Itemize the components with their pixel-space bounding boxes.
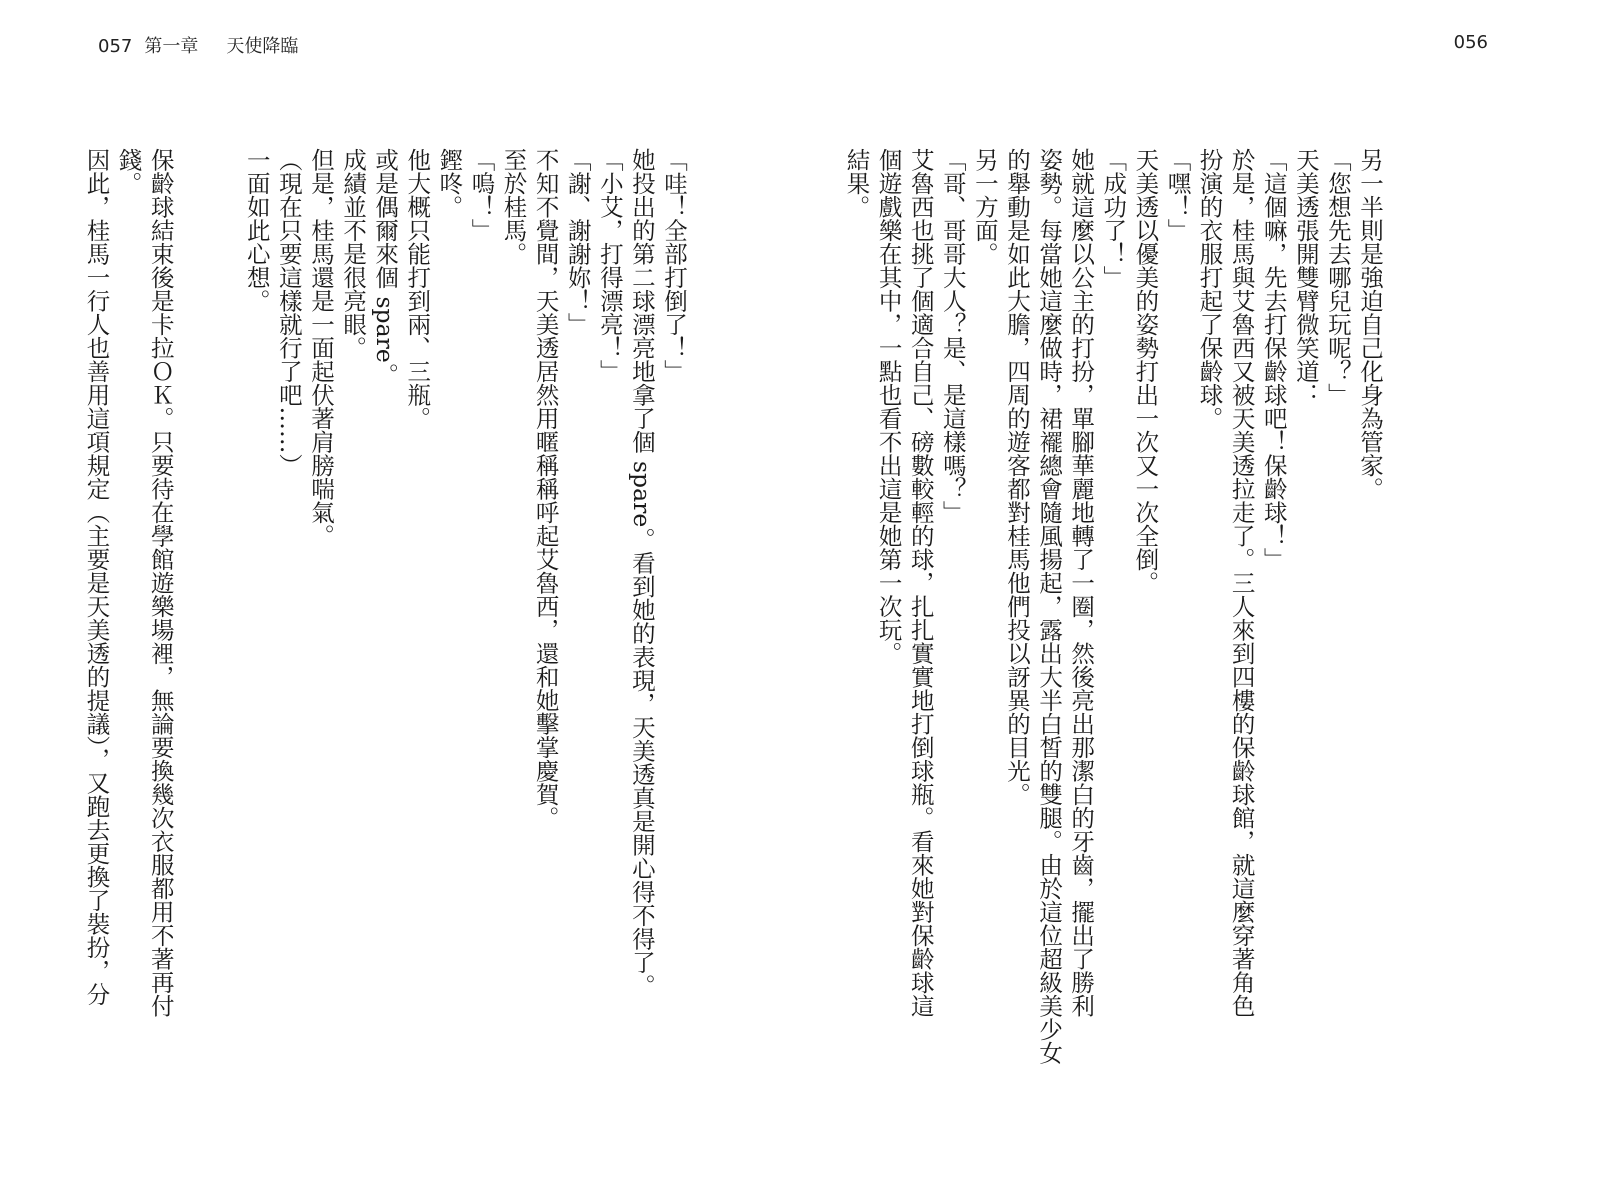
text-line: 的舉動是如此大膽，四周的遊客都對桂馬他們投以訝異的目光。 xyxy=(1002,148,1031,806)
right-page-number: 056 xyxy=(1453,32,1488,53)
text-line: 錢。 xyxy=(114,148,143,195)
left-page-number: 057 xyxy=(98,36,133,57)
text-line: （現在只要這樣就行了吧……） xyxy=(274,148,303,477)
text-line: 個遊戲樂在其中，一點也看不出這是她第一次玩。 xyxy=(874,148,903,665)
text-line: 但是，桂馬還是一面起伏著肩膀喘氣。 xyxy=(306,148,335,548)
text-line: 「哇！全部打倒了！」 xyxy=(660,148,688,383)
text-line: 她投出的第二球漂亮地拿了個 spare。看到她的表現，天美透真是開心得不得了。 xyxy=(627,148,656,998)
right-page-text xyxy=(842,148,1386,1108)
text-line: 艾魯西也挑了個適合自己、磅數較輕的球，扎扎實實地打倒球瓶。看來她對保齡球這 xyxy=(906,148,935,1018)
text-line: 結果。 xyxy=(842,148,871,219)
right-page-header xyxy=(1454,32,1488,53)
text-line: 至於桂馬。 xyxy=(499,148,528,266)
text-line: 「這個嘛，先去打保齡球吧！保齡球！」 xyxy=(1259,148,1288,571)
text-line: 「嘿！」 xyxy=(1163,148,1192,242)
chapter-title: 天使降臨 xyxy=(226,36,299,57)
left-page-text xyxy=(82,148,690,1108)
text-line: 另一方面。 xyxy=(970,148,999,266)
text-line: 「嗚！」 xyxy=(467,148,496,242)
text-line: 「謝、謝謝妳！」 xyxy=(563,148,592,336)
text-line: 因此，桂馬一行人也善用這項規定（主要是天美透的提議），又跑去更換了裝扮，分 xyxy=(82,148,111,1006)
text-line: 扮演的衣服打起了保齡球。 xyxy=(1195,148,1224,430)
text-line: 他大概只能打到兩、三瓶。 xyxy=(403,148,432,430)
text-line: 天美透張開雙臂微笑道： xyxy=(1291,148,1320,407)
text-line: 姿勢。每當她這麼做時，裙襬總會隨風揚起，露出大半白皙的雙腿。由於這位超級美少女 xyxy=(1035,148,1064,1065)
text-line: 另一半則是強迫自己化身為管家。 xyxy=(1356,148,1384,501)
text-line: 成績並不是很亮眼。 xyxy=(339,148,368,360)
text-line: 不知不覺間，天美透居然用暱稱稱呼起艾魯西，還和她擊掌慶賀。 xyxy=(531,148,560,830)
text-line: 天美透以優美的姿勢打出一次又一次全倒。 xyxy=(1131,148,1160,595)
text-line: 她就這麼以公主的打扮，單腳華麗地轉了一圈，然後亮出那潔白的牙齒，擺出了勝利 xyxy=(1067,148,1096,1018)
text-line: 保齡球結束後是卡拉ＯＫ。只要待在學館遊樂場裡，無論要換幾次衣服都用不著再付 xyxy=(146,148,175,1018)
text-line: 或是偶爾來個 spare。 xyxy=(371,148,400,387)
text-line: 「哥、哥哥大人？是、是這樣嗎？」 xyxy=(938,148,967,524)
text-line: 鏗咚。 xyxy=(435,148,464,219)
text-line: 於是，桂馬與艾魯西又被天美透拉走了。三人來到四樓的保齡球館，就這麼穿著角色 xyxy=(1227,148,1256,1018)
text-line: 「成功了！」 xyxy=(1099,148,1128,289)
text-line: 「您想先去哪兒玩呢？」 xyxy=(1323,148,1352,407)
text-line: 一面如此心想。 xyxy=(242,148,271,313)
section-break xyxy=(177,148,241,1108)
chapter-label: 第一章 xyxy=(144,36,199,57)
text-line: 「小艾，打得漂亮！」 xyxy=(595,148,624,383)
left-page-header xyxy=(98,32,298,58)
